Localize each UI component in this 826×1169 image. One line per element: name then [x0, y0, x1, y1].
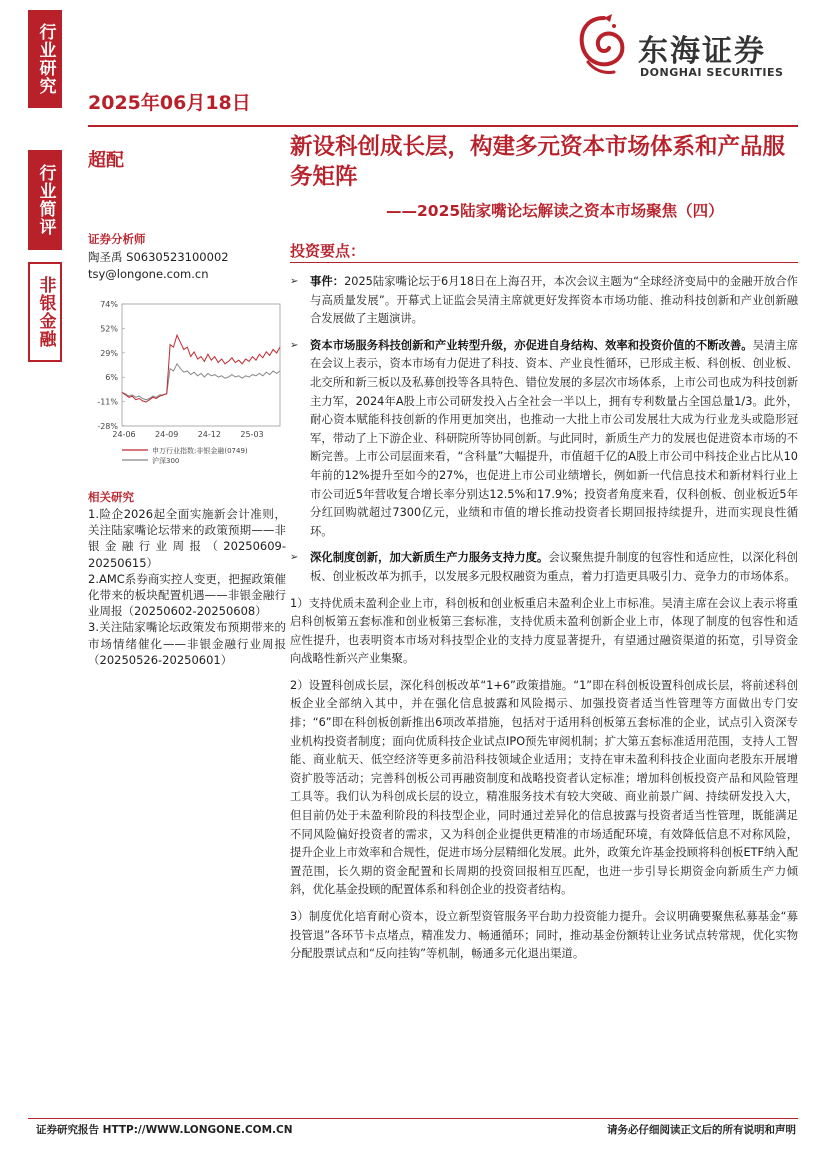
y-tick-label: 6%	[105, 373, 118, 383]
rating: 超配	[88, 150, 124, 171]
related-item[interactable]: 3.关注陆家嘴论坛政策发布预期带来的市场情绪催化——非银金融行业周报（20250526-20250601）	[88, 620, 286, 667]
series-line	[122, 364, 280, 400]
paragraph-text: “1”即在科创板设置科创成长层，将前述科创板企业全部纳入其中，并在强化信息披露和风险揭示、加强投资者适当性管理等方面做出专门安排；“6”即在科创板创新推出6项改革措施，包括对于适用科创板第五套标准的企业，试点引入资深专业机构投资者制度；面向优质科技企业试点IPO预先审阅机制；扩大第五套标准适用范围，支持人工智能、商业航天、低空经济等更多前沿科技领域企业适用；支持在审未盈利科技企业面向老股东开展增资扩股等活动；完善科创板公司再融资制度和战略投资者认定标准；增加科创板投资产品和风险管理工具等。我们认为科创成长层的设立，精准服务技术有较大突破、商业前景广阔、持续研发投入大，但目前仍处于未盈利阶段的科技型企业，同时通过差异化的信息披露与投资者适当性管理，既能满足不同风险偏好投资者的需求，又为科创企业提供更精准的市场适配环境，有效降低信息不对称风险，提升企业上市效率和合规性，促进市场分层精细化发展。此外，政策允许基金投顾将科创板ETF纳入配置范围，长久期的资金配置和长周期的投资回报相互匹配，也进一步引导长期资金向新质生产力倾斜，优化基金投顾的配置体系和科创企业的投资者结构。	[290, 678, 798, 897]
report-subtitle: ——2025陆家嘴论坛解读之资本市场聚焦（四）	[386, 202, 724, 220]
x-tick-label: 24-12	[197, 430, 221, 439]
x-tick-label: 24-06	[112, 430, 136, 439]
footer-right: 请务必仔细阅读正文后的所有说明和声明	[607, 1124, 796, 1136]
paragraph-bold: 深化制度创新，加大新质生产力服务支持力度。	[310, 551, 549, 565]
side-tab-industry-comment: 行业简评	[28, 150, 62, 250]
paragraph-capital-market	[290, 337, 798, 542]
report-date: 2025年06月18日	[88, 92, 251, 114]
paragraph-event	[290, 273, 798, 329]
footer-divider	[28, 1118, 798, 1119]
analyst-heading: 证券分析师	[88, 232, 146, 246]
side-tab-industry-research: 行业研究	[28, 10, 62, 108]
y-tick-label: -28%	[97, 422, 118, 431]
related-item[interactable]: 1.险企2026起全面实施新会计准则，关注陆家嘴论坛带来的政策预期——非银金融行业周报（20250609-20250615）	[88, 507, 286, 570]
paragraph-institution	[290, 549, 798, 586]
chart-frame	[122, 304, 280, 426]
paragraph-text: 会议明确要聚焦私募基金“募投管退”各环节卡点堵点，精准发力、畅通循环；同时，推动基金份额转让业务试点转常规，优化实物分配股票试点和“反向挂钩”等机制，畅通多元化退出渠道。	[290, 910, 798, 961]
series-line	[122, 335, 280, 402]
x-tick-label: 24-09	[155, 430, 179, 439]
y-tick-label: 29%	[100, 348, 118, 358]
footer-left[interactable]: 证券研究报告 HTTP://WWW.LONGONE.COM.CN	[36, 1124, 293, 1136]
paragraph-text: 吴清主席在会议上表示，资本市场有力促进了科技、资本、产业良性循环，已形成主板、科创板、创业板、北交所和新三板以及私募创投等各具特色、错位发展的多层次市场体系，上市公司也成为科技创新主力军，2024年A股上市公司研发投入占全社会一半以上，拥有专利数量占全国总量1/3。此外，耐心资本赋能科技创新的作用更加突出，也推动一大批上市公司发展壮大成为行业龙头或隐形冠军，带动了上下游企业、科研院所等协同创新。与此同时，新质生产力的发展也促进资本市场的不断完善。上市公司层面来看，“含科量”大幅提升，市值超千亿的A股上市公司中科技企业占比从10年前的12%提升至如今的27%，也促进上市公司业绩增长，例如新一代信息技术和新材料行业上市公司近5年营收复合增长率分别达12.5%和17.9%；投资者角度来看，仅科创板、创业板近5年分红回购就超过7300亿元，业绩和市值的增长推动投资者长期回报持续提升，进而实现良性循环。	[310, 338, 798, 538]
legend-label: 沪深300	[152, 457, 180, 465]
report-title: 新设科创成长层，构建多元资本市场体系和产品服务矩阵	[290, 134, 786, 190]
legend-label: 申万行业指数:非银金融(0749)	[152, 447, 248, 455]
company-logo	[574, 12, 796, 92]
key-points-heading: 投资要点：	[290, 242, 366, 260]
side-tab-sector: 非银金融	[28, 262, 62, 362]
subparagraph-3	[290, 908, 798, 964]
related-item[interactable]: 2.AMC系券商实控人变更，把握政策催化带来的板块配置机遇——非银金融行业周报（20250602-20250608）	[88, 571, 286, 619]
related-research-heading: 相关研究	[88, 490, 134, 504]
paragraph-text: 吴清主席在会议上表示将重启科创板第五套标准和创业板第三套标准，支持优质未盈利创新企业上市，体现了制度的包容性和适应性提升，也表明资本市场对科技型企业的支持力度显著提升，有望通过融资渠道的拓宽，引导资金向战略性新兴产业集聚。	[290, 596, 798, 666]
analyst-name: 陶圣禹 S0630523100002	[88, 250, 229, 264]
y-tick-label: 52%	[100, 324, 118, 334]
logo-english-name: DONGHAI SECURITIES	[640, 66, 784, 79]
paragraph-bold: 1）支持优质未盈利企业上市，科创板和创业板重启未盈利企业上市标准。	[290, 596, 662, 610]
x-tick-label: 25-03	[240, 430, 264, 439]
y-tick-label: -11%	[97, 397, 118, 407]
paragraph-text: 会议聚焦提升制度的包容性和适应性，以深化科创板、创业板改革为抓手，以发展多元股权融资为重点，着力打造更具吸引力、竞争力的市场体系。	[310, 551, 798, 583]
subparagraph-2	[290, 677, 798, 900]
y-tick-label: 74%	[100, 300, 118, 309]
analyst-email[interactable]: tsy@longone.com.cn	[88, 267, 209, 281]
subparagraph-1	[290, 595, 798, 669]
paragraph-bold: 资本市场服务科技创新和产业转型升级，亦促进自身结构、效率和投资价值的不断改善。	[310, 338, 753, 352]
key-points-divider	[290, 262, 798, 263]
related-research-list	[88, 506, 286, 668]
logo-chinese-name: 东海证券	[638, 34, 766, 69]
dragon-logo-icon	[574, 12, 634, 82]
paragraph-text: 2025陆家嘴论坛于6月18日在上海召开，本次会议主题为“全球经济变局中的金融开放合作与高质量发展”。开幕式上证监会吴清主席就更好发挥资本市场功能、推动科技创新和产业创新融合发展做了主题演讲。	[310, 275, 798, 326]
paragraph-bold: 事件：	[310, 275, 345, 288]
header-divider	[88, 125, 798, 127]
performance-chart	[84, 296, 284, 471]
paragraph-bold: 3）制度优化培育耐心资本，设立新型资管服务平台助力投资能力提升。	[290, 910, 655, 923]
paragraph-bold: 2）设置科创成长层，深化科创板改革“1+6”政策措施。	[290, 678, 574, 692]
key-points-body	[290, 273, 798, 972]
